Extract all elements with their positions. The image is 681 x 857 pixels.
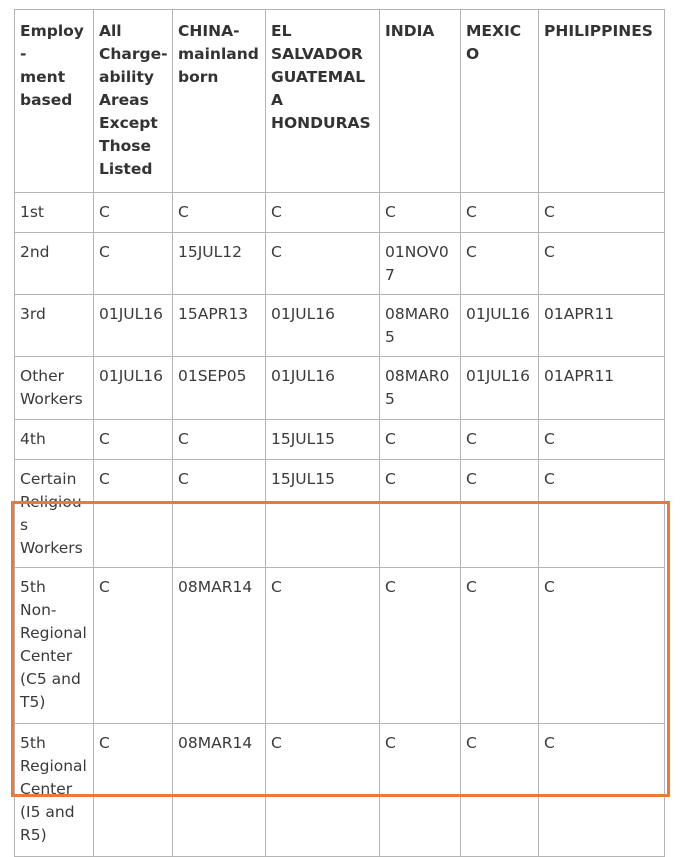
header-china: CHINA- mainland born bbox=[173, 10, 266, 193]
table-cell: C bbox=[94, 420, 173, 460]
visa-bulletin-table-container bbox=[14, 9, 665, 857]
table-cell: C bbox=[94, 724, 173, 857]
header-philippines: PHILIPPINES bbox=[539, 10, 665, 193]
table-cell: C bbox=[380, 460, 461, 568]
table-cell: C bbox=[539, 724, 665, 857]
table-cell: C bbox=[461, 460, 539, 568]
table-cell: 08MAR14 bbox=[173, 568, 266, 724]
table-cell: 15APR13 bbox=[173, 295, 266, 357]
table-row bbox=[15, 233, 665, 295]
table-row bbox=[15, 295, 665, 357]
table-cell: C bbox=[461, 724, 539, 857]
table-row bbox=[15, 357, 665, 420]
table-cell: 01JUL16 bbox=[266, 295, 380, 357]
row-category-cell: Other Workers bbox=[15, 357, 94, 420]
table-row bbox=[15, 460, 665, 568]
table-cell: C bbox=[266, 724, 380, 857]
table-cell: 01JUL16 bbox=[94, 357, 173, 420]
table-cell: 01APR11 bbox=[539, 295, 665, 357]
table-cell: C bbox=[380, 420, 461, 460]
table-cell: C bbox=[539, 233, 665, 295]
table-cell: C bbox=[539, 193, 665, 233]
table-cell: C bbox=[461, 568, 539, 724]
table-cell: 08MAR05 bbox=[380, 357, 461, 420]
visa-bulletin-table bbox=[14, 9, 665, 857]
table-cell: C bbox=[539, 460, 665, 568]
header-el-salvador-guatemala-honduras: EL SALVADOR GUATEMALA HONDURAS bbox=[266, 10, 380, 193]
table-cell: 08MAR14 bbox=[173, 724, 266, 857]
table-cell: 08MAR05 bbox=[380, 295, 461, 357]
table-cell: 15JUL15 bbox=[266, 420, 380, 460]
table-cell: C bbox=[461, 420, 539, 460]
table-row bbox=[15, 420, 665, 460]
row-category-cell: 1st bbox=[15, 193, 94, 233]
table-row bbox=[15, 724, 665, 857]
table-cell: 01JUL16 bbox=[461, 295, 539, 357]
table-cell: 15JUL15 bbox=[266, 460, 380, 568]
table-cell: C bbox=[94, 193, 173, 233]
table-cell: C bbox=[94, 568, 173, 724]
table-cell: 01APR11 bbox=[539, 357, 665, 420]
table-cell: C bbox=[266, 193, 380, 233]
table-cell: C bbox=[94, 460, 173, 568]
table-row bbox=[15, 568, 665, 724]
table-cell: C bbox=[173, 193, 266, 233]
table-cell: 01JUL16 bbox=[461, 357, 539, 420]
table-cell: C bbox=[380, 568, 461, 724]
header-mexico: MEXICO bbox=[461, 10, 539, 193]
row-category-cell: 2nd bbox=[15, 233, 94, 295]
row-category-cell: 5th Regional Center (I5 and R5) bbox=[15, 724, 94, 857]
row-category-cell: 4th bbox=[15, 420, 94, 460]
header-row bbox=[15, 10, 665, 193]
table-row bbox=[15, 193, 665, 233]
table-cell: 01JUL16 bbox=[266, 357, 380, 420]
table-cell: 01NOV07 bbox=[380, 233, 461, 295]
table-cell: C bbox=[173, 460, 266, 568]
header-all-chargeability: All Charge- ability Areas Except Those Listed bbox=[94, 10, 173, 193]
row-category-cell: Certain Religious Workers bbox=[15, 460, 94, 568]
table-cell: C bbox=[266, 568, 380, 724]
table-cell: C bbox=[380, 193, 461, 233]
table-cell: C bbox=[539, 420, 665, 460]
row-category-cell: 3rd bbox=[15, 295, 94, 357]
table-cell: C bbox=[266, 233, 380, 295]
table-cell: C bbox=[380, 724, 461, 857]
table-cell: C bbox=[94, 233, 173, 295]
header-employment-based: Employ- ment based bbox=[15, 10, 94, 193]
table-cell: C bbox=[539, 568, 665, 724]
table-cell: 01SEP05 bbox=[173, 357, 266, 420]
table-cell: 15JUL12 bbox=[173, 233, 266, 295]
table-cell: 01JUL16 bbox=[94, 295, 173, 357]
header-india: INDIA bbox=[380, 10, 461, 193]
table-cell: C bbox=[461, 193, 539, 233]
row-category-cell: 5th Non- Regional Center (C5 and T5) bbox=[15, 568, 94, 724]
table-cell: C bbox=[173, 420, 266, 460]
table-cell: C bbox=[461, 233, 539, 295]
